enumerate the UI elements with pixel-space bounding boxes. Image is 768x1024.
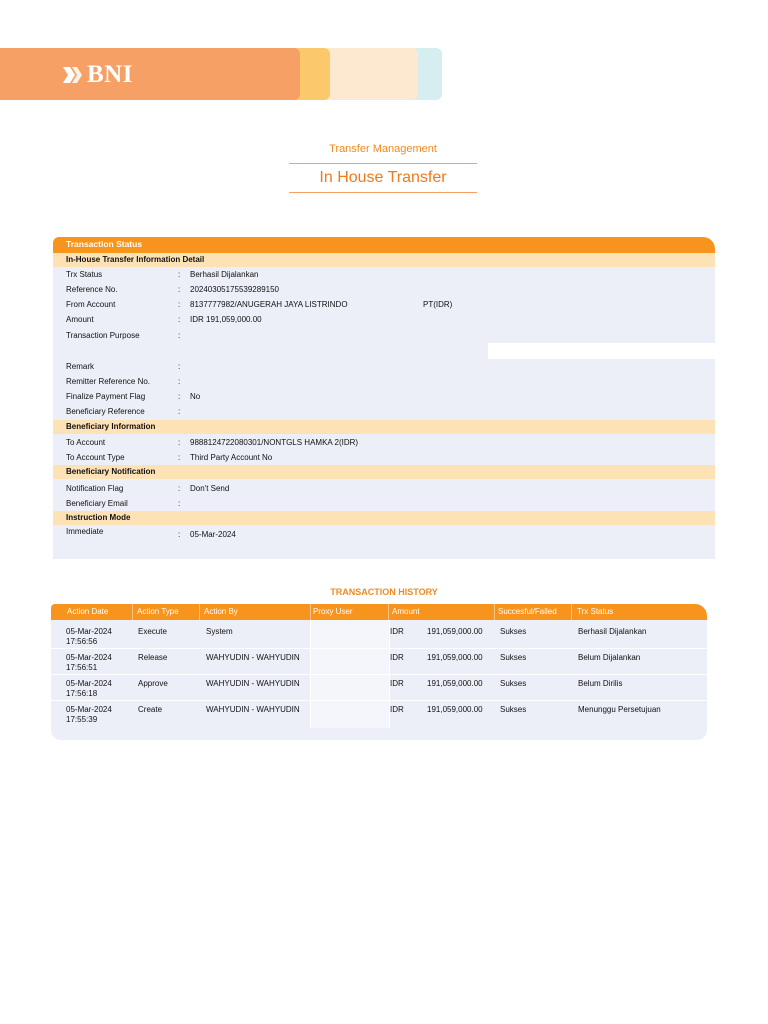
field-value: 8137777982/ANUGERAH JAYA LISTRINDO bbox=[190, 300, 348, 309]
column-header: Proxy User bbox=[313, 607, 353, 616]
field-label: Immediate bbox=[66, 527, 104, 536]
cell-time: 17:56:56 bbox=[66, 637, 98, 646]
cell-date: 05-Mar-2024 bbox=[66, 679, 112, 688]
table-header bbox=[51, 604, 707, 620]
column-divider bbox=[494, 604, 495, 620]
page-subtitle: Transfer Management bbox=[329, 143, 437, 155]
field-value: Berhasil Dijalankan bbox=[190, 270, 259, 279]
banner-stripe bbox=[0, 48, 300, 100]
cell-action-type: Approve bbox=[138, 679, 168, 688]
bni-logo-icon bbox=[62, 65, 84, 85]
cell-result: Sukses bbox=[500, 705, 527, 714]
cell-trx-status: Berhasil Dijalankan bbox=[578, 627, 647, 636]
history-title: TRANSACTION HISTORY bbox=[330, 587, 438, 597]
field-label: From Account bbox=[66, 300, 116, 309]
cell-trx-status: Belum Dirilis bbox=[578, 679, 623, 688]
cell-action-date bbox=[66, 679, 112, 699]
column-divider bbox=[388, 604, 389, 620]
field-colon: : bbox=[178, 300, 181, 309]
column-divider bbox=[310, 604, 311, 620]
field-to-account bbox=[53, 435, 715, 450]
field-colon: : bbox=[178, 438, 181, 447]
field-beneficiary-email bbox=[53, 496, 715, 511]
cell-trx-status: Menunggu Persetujuan bbox=[578, 705, 661, 714]
column-header: Action By bbox=[204, 607, 238, 616]
field-value: 05-Mar-2024 bbox=[190, 530, 236, 539]
cell-time: 17:55:39 bbox=[66, 715, 98, 724]
field-label: Remark bbox=[66, 362, 95, 371]
table-row bbox=[51, 674, 707, 700]
field-label: Remitter Reference No. bbox=[66, 377, 151, 386]
cell-action-by: System bbox=[206, 627, 233, 636]
cell-result: Sukses bbox=[500, 627, 527, 636]
transaction-history-table bbox=[51, 604, 707, 740]
section-header-beneficiary-info bbox=[53, 420, 715, 434]
table-row bbox=[51, 622, 707, 648]
field-label: To Account bbox=[66, 438, 106, 447]
cell-currency: IDR bbox=[390, 653, 404, 662]
field-label: Beneficiary Reference bbox=[66, 407, 145, 416]
column-header: Succesful/Failed bbox=[498, 607, 557, 616]
section-header-detail bbox=[53, 253, 715, 267]
cell-action-by: WAHYUDIN - WAHYUDIN bbox=[206, 653, 300, 662]
field-colon: : bbox=[178, 499, 181, 508]
field-label: Finalize Payment Flag bbox=[66, 392, 146, 401]
field-remark bbox=[53, 359, 715, 374]
field-immediate bbox=[53, 524, 715, 539]
cell-date: 05-Mar-2024 bbox=[66, 653, 112, 662]
divider bbox=[289, 163, 477, 164]
section-label: Beneficiary Information bbox=[66, 422, 156, 431]
field-transaction-purpose bbox=[53, 328, 715, 343]
field-finalize-payment-flag bbox=[53, 389, 715, 404]
section-label: Instruction Mode bbox=[66, 513, 131, 522]
logo-text: BNI bbox=[87, 61, 133, 88]
field-label: Beneficiary Email bbox=[66, 499, 128, 508]
field-notification-flag bbox=[53, 481, 715, 496]
cell-action-type: Create bbox=[138, 705, 163, 714]
field-colon: : bbox=[178, 530, 181, 539]
section-label: Beneficiary Notification bbox=[66, 467, 156, 476]
field-value: No bbox=[190, 392, 201, 401]
field-remitter-reference bbox=[53, 374, 715, 389]
table-row bbox=[51, 648, 707, 674]
cell-currency: IDR bbox=[390, 679, 404, 688]
field-colon: : bbox=[178, 407, 181, 416]
field-value: Third Party Account No bbox=[190, 453, 273, 462]
field-label: Notification Flag bbox=[66, 484, 124, 493]
cell-result: Sukses bbox=[500, 679, 527, 688]
cell-action-type: Execute bbox=[138, 627, 167, 636]
column-header: Trx Status bbox=[577, 607, 614, 616]
panel-header-label: Transaction Status bbox=[66, 239, 143, 249]
field-label: To Account Type bbox=[66, 453, 125, 462]
field-value-currency: PT(IDR) bbox=[423, 300, 453, 309]
field-colon: : bbox=[178, 484, 181, 493]
cell-date: 05-Mar-2024 bbox=[66, 705, 112, 714]
cell-amount: 191,059,000.00 bbox=[427, 627, 483, 636]
section-header-instruction-mode bbox=[53, 511, 715, 525]
divider bbox=[289, 192, 477, 193]
cell-date: 05-Mar-2024 bbox=[66, 627, 112, 636]
field-reference-no bbox=[53, 282, 715, 297]
cell-time: 17:56:51 bbox=[66, 663, 98, 672]
field-from-account bbox=[53, 297, 715, 312]
field-label: Amount bbox=[66, 315, 94, 324]
field-colon: : bbox=[178, 331, 181, 340]
field-colon: : bbox=[178, 392, 181, 401]
table-row bbox=[51, 700, 707, 726]
bni-logo bbox=[62, 61, 133, 89]
field-amount bbox=[53, 312, 715, 327]
panel-header bbox=[53, 237, 715, 253]
cell-action-date bbox=[66, 653, 112, 673]
field-value: Don't Send bbox=[190, 484, 230, 493]
field-colon: : bbox=[178, 315, 181, 324]
column-divider bbox=[132, 604, 133, 620]
section-label: In-House Transfer Information Detail bbox=[66, 255, 205, 264]
column-header: Action Date bbox=[67, 607, 109, 616]
cell-result: Sukses bbox=[500, 653, 527, 662]
page-title: In House Transfer bbox=[319, 169, 447, 186]
cell-currency: IDR bbox=[390, 705, 404, 714]
cell-trx-status: Belum Dijalankan bbox=[578, 653, 641, 662]
field-label: Trx Status bbox=[66, 270, 103, 279]
cell-action-date bbox=[66, 705, 112, 725]
cell-currency: IDR bbox=[390, 627, 404, 636]
field-colon: : bbox=[178, 453, 181, 462]
field-beneficiary-reference bbox=[53, 404, 715, 419]
field-value: IDR 191,059,000.00 bbox=[190, 315, 262, 324]
field-value: 20240305175539289150 bbox=[190, 285, 279, 294]
cell-action-by: WAHYUDIN - WAHYUDIN bbox=[206, 679, 300, 688]
field-label: Transaction Purpose bbox=[66, 331, 140, 340]
transaction-status-panel bbox=[53, 237, 715, 553]
panel-background bbox=[53, 343, 488, 359]
cell-action-type: Release bbox=[138, 653, 168, 662]
field-value: 9888124722080301/NONTGLS HAMKA 2(IDR) bbox=[190, 438, 359, 447]
field-colon: : bbox=[178, 270, 181, 279]
cell-action-date bbox=[66, 627, 112, 647]
cell-amount: 191,059,000.00 bbox=[427, 679, 483, 688]
column-header: Amount bbox=[392, 607, 420, 616]
cell-action-by: WAHYUDIN - WAHYUDIN bbox=[206, 705, 300, 714]
column-header: Action Type bbox=[137, 607, 179, 616]
column-divider bbox=[199, 604, 200, 620]
field-trx-status bbox=[53, 267, 715, 282]
cell-amount: 191,059,000.00 bbox=[427, 653, 483, 662]
field-to-account-type bbox=[53, 450, 715, 465]
cell-amount: 191,059,000.00 bbox=[427, 705, 483, 714]
field-colon: : bbox=[178, 377, 181, 386]
cell-time: 17:56:18 bbox=[66, 689, 98, 698]
column-divider bbox=[571, 604, 572, 620]
field-colon: : bbox=[178, 285, 181, 294]
section-header-beneficiary-notification bbox=[53, 465, 715, 479]
field-label: Reference No. bbox=[66, 285, 118, 294]
field-colon: : bbox=[178, 362, 181, 371]
